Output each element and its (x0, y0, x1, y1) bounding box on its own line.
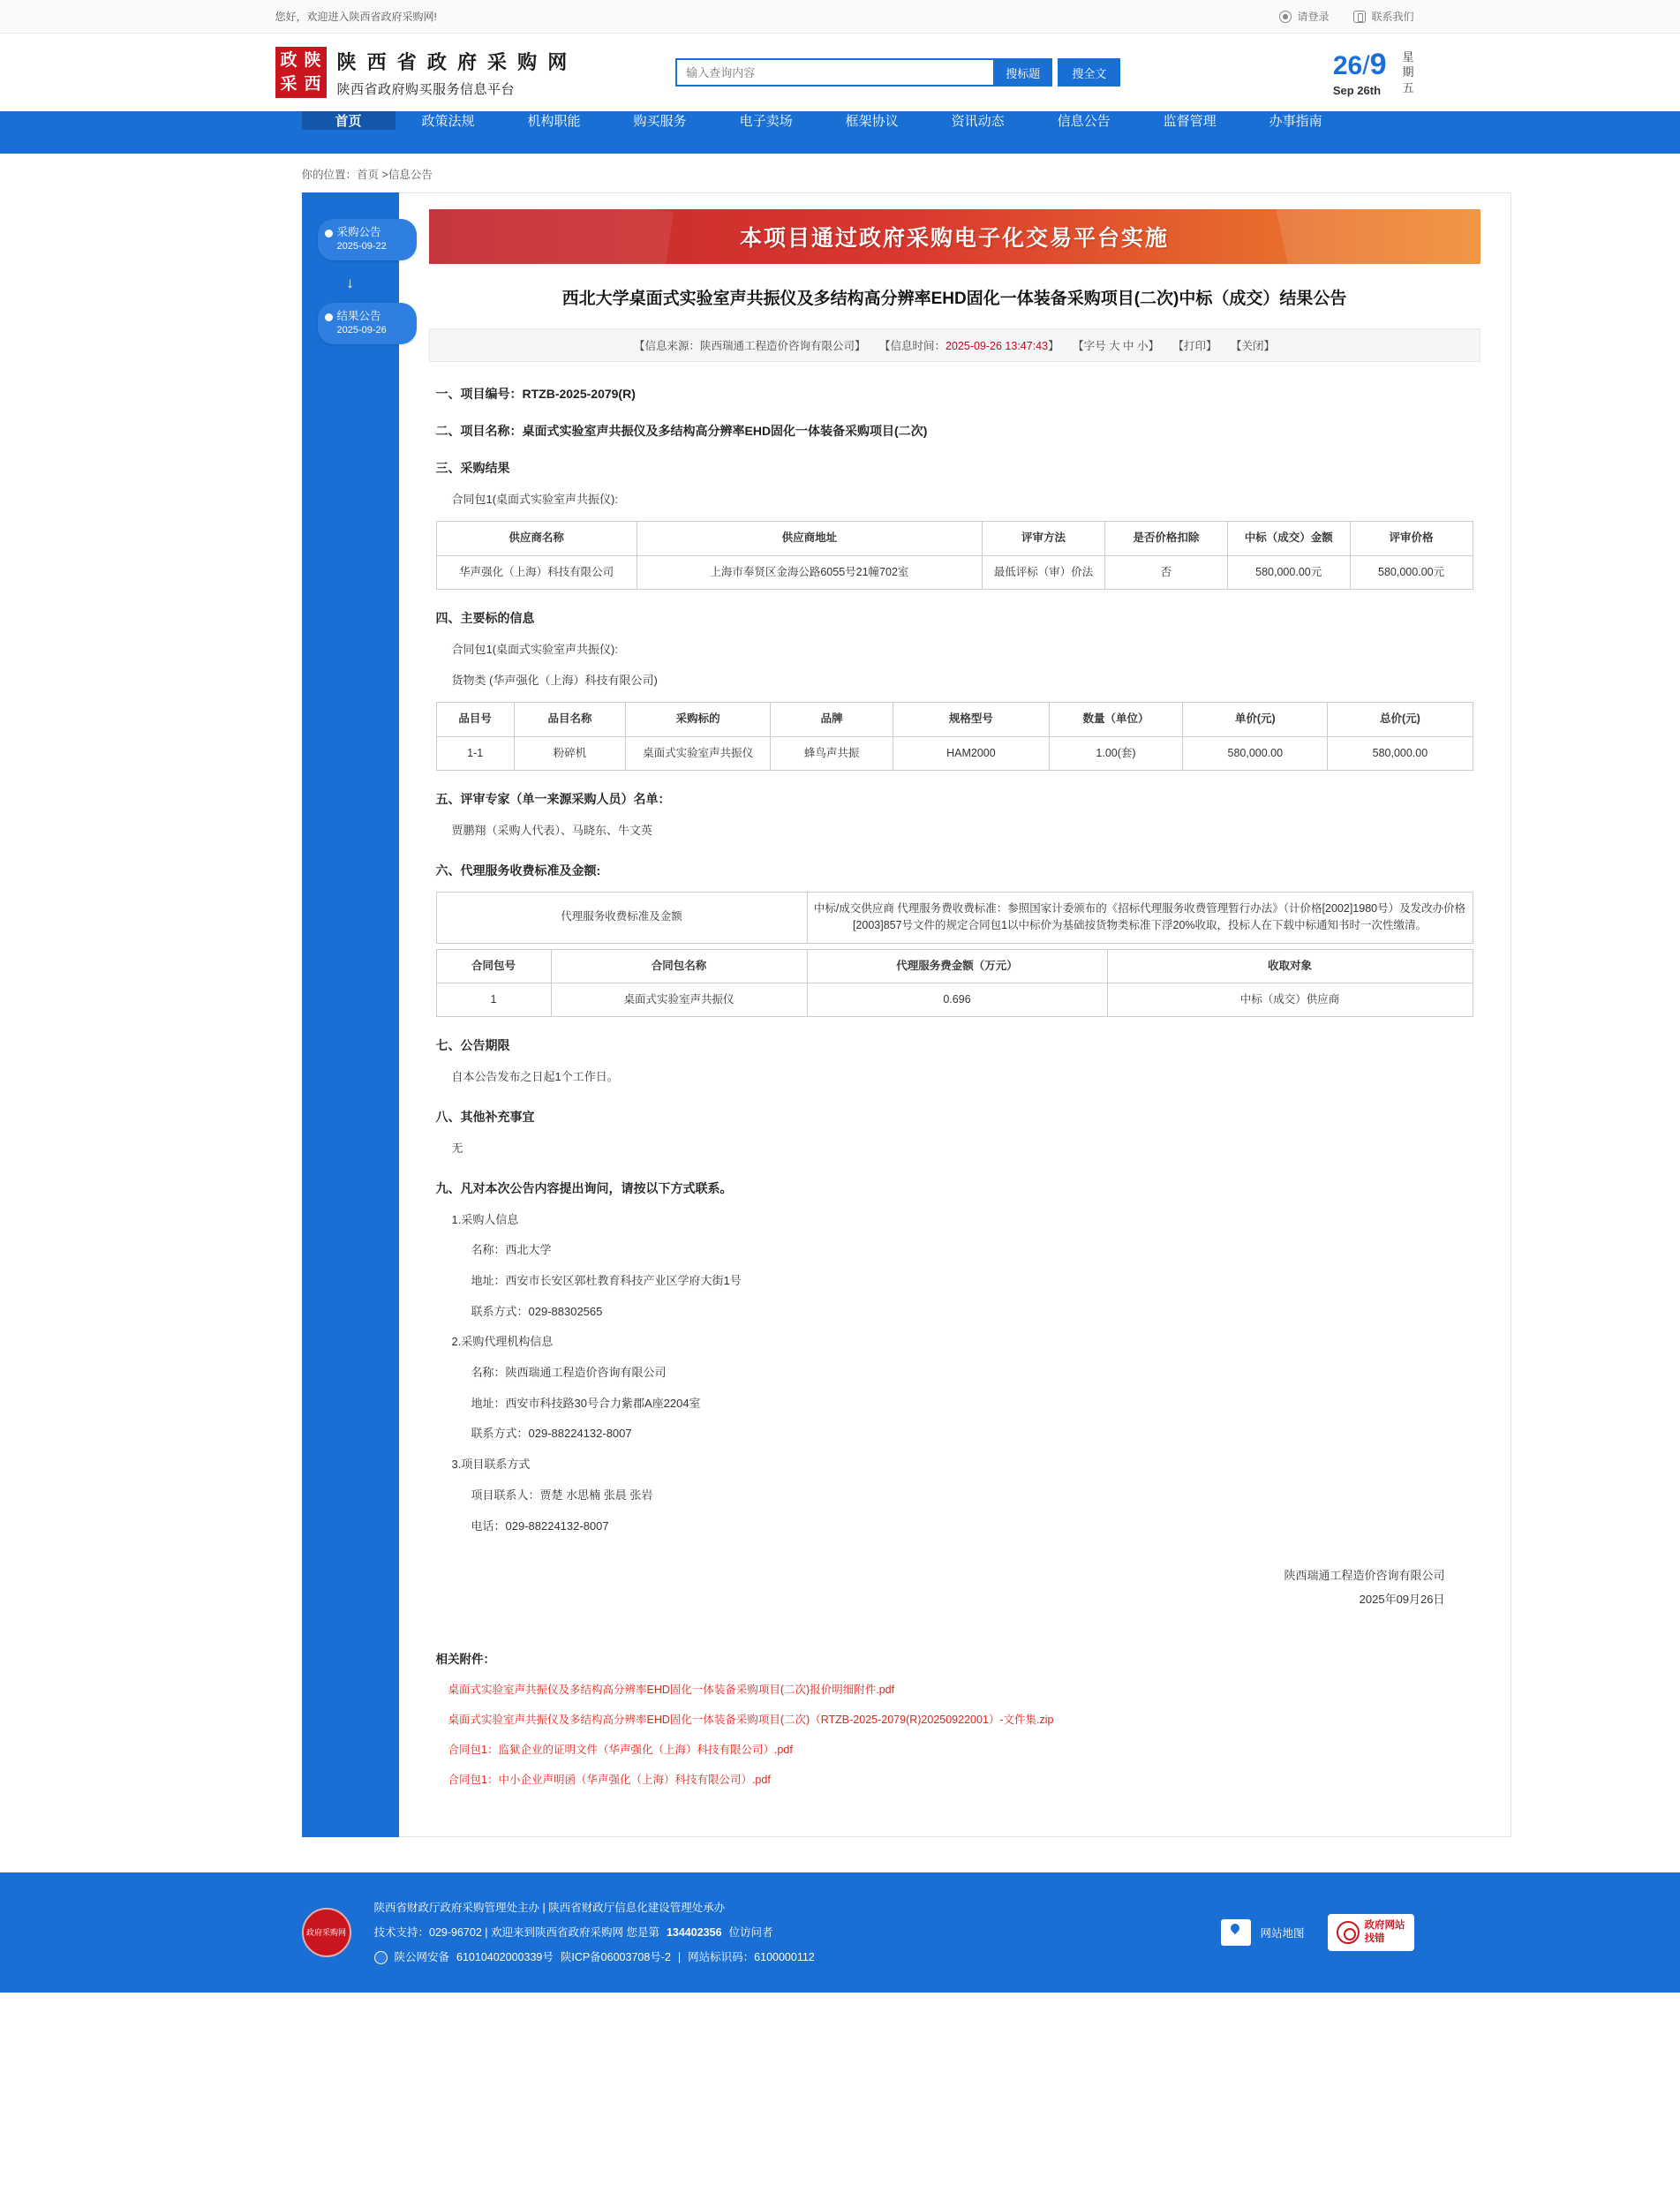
footer-support-text: 技术支持：029-96702 | 欢迎来到陕西省政府采购网 您是第 (373, 1925, 659, 1939)
section-contact: 九、凡对本次公告内容提出询问，请按以下方式联系。 (435, 1180, 733, 1195)
attachment-link[interactable]: 桌面式实验室声共振仪及多结构高分辨率EHD固化一体装备采购项目(二次)（RTZB-2025-2079(R)20250922001）-文件集.zip (448, 1713, 1054, 1726)
section-other-matters: 八、其他补充事宜 (435, 1109, 535, 1124)
date-day: 26 (1332, 51, 1363, 80)
breadcrumb (170, 154, 1511, 192)
td-package-no: 1 (436, 983, 551, 1016)
phone-icon (1353, 11, 1366, 23)
timeline-node-purchase-announcement[interactable] (318, 219, 417, 260)
page-title: 西北大学桌面式实验室声共振仪及多结构高分辨率EHD固化一体装备采购项目(二次)中标（成交）结果公告 (561, 290, 1347, 308)
result-package-label: 合同包1(桌面式实验室声共振仪): (451, 492, 619, 506)
nav-item-emall[interactable]: 电子卖场 (739, 114, 793, 129)
search-input[interactable] (675, 58, 993, 87)
agency-fee-table (436, 892, 1473, 944)
document-panel (399, 192, 1511, 1837)
footer-line-records: 陕公网安备 61010402000339号 陕ICP备06003708号-2 | 网站标识码：6100000112 (374, 1945, 815, 1970)
section-result: 三、采购结果 (435, 460, 510, 475)
th-fee-payer: 收取对象 (1107, 949, 1473, 983)
platform-banner (429, 209, 1480, 264)
nav-item-guide[interactable]: 办事指南 (1269, 114, 1322, 129)
attachment-link[interactable]: 合同包1：中小企业声明函（华声强化（上海）科技有限公司）.pdf (448, 1773, 771, 1786)
user-icon (1279, 11, 1292, 23)
footer-icp[interactable]: 陕ICP备06003708号-2 (560, 1951, 671, 1964)
meta-time-end: 】 (1048, 339, 1059, 352)
gov-website-report-badge[interactable] (1328, 1914, 1414, 1951)
td-unit-price: 580,000.00 (1183, 736, 1328, 770)
footer-visitor-suffix: 位访问者 (728, 1925, 773, 1939)
site-footer (0, 1872, 1680, 1993)
footer-line-authority (374, 1895, 815, 1920)
logo-char-1: 政 (280, 49, 298, 70)
contact-agency-address: 地址：西安市科技路30号合力紫郡A座2204室 (471, 1396, 701, 1410)
search-title-button[interactable]: 搜标题 (993, 58, 1052, 87)
timeline-node-title: 结果公告 (336, 310, 381, 323)
td-supplier-name: 华声强化（上海）科技有限公司 (436, 555, 637, 589)
meta-time-value: 2025-09-26 13:47:43 (945, 339, 1049, 352)
meta-time-label: 【信息时间： (879, 339, 946, 352)
nav-item-supervision[interactable]: 监督管理 (1163, 114, 1217, 129)
th-supplier-name: 供应商名称 (436, 522, 637, 555)
contact-agency-head: 2.采购代理机构信息 (451, 1335, 554, 1349)
td-fee-amount: 0.696 (807, 983, 1107, 1016)
date-separator: / (1362, 51, 1370, 80)
logo-char-3: 采 (280, 73, 298, 94)
footer-authority-text: 陕西省财政厅政府采购管理处主办 | 陕西省财政厅信息化建设管理处承办 (373, 1901, 726, 1914)
login-link[interactable] (1279, 9, 1329, 24)
table-row (436, 736, 1473, 770)
td-review-method: 最低评标（审）价法 (983, 555, 1105, 589)
meta-source-value: 陕西瑞通工程造价咨询有限公司 (699, 339, 855, 352)
th-package-name: 合同包名称 (551, 949, 807, 983)
timeline-arrow-icon: ↓ (346, 275, 354, 292)
section-main-goods: 四、主要标的信息 (435, 610, 535, 625)
attachment-link[interactable]: 桌面式实验室声共振仪及多结构高分辨率EHD固化一体装备采购项目(二次)报价明细附件.pdf (448, 1683, 895, 1696)
date-display (1333, 48, 1414, 97)
td-award-amount: 580,000.00元 (1227, 555, 1350, 589)
td-item-no: 1-1 (436, 736, 514, 770)
attachment-link[interactable]: 合同包1：监狱企业的证明文件（华声强化（上海）科技有限公司）.pdf (448, 1743, 793, 1756)
th-fee-amount: 代理服务费金额（万元） (807, 949, 1107, 983)
table-row (436, 555, 1473, 589)
site-map-label: 网站地图 (1260, 1926, 1305, 1940)
signature-date: 2025年09月26日 (1359, 1593, 1445, 1607)
goods-table (436, 702, 1473, 771)
map-icon (1221, 1919, 1251, 1946)
table-header-row (436, 522, 1473, 555)
breadcrumb-current: 信息公告 (388, 169, 433, 181)
footer-line-support (374, 1920, 815, 1945)
th-model: 规格型号 (893, 703, 1050, 736)
other-matters-body: 无 (451, 1141, 463, 1155)
contact-label: 联系我们 (1371, 11, 1414, 23)
contact-purchaser-name: 名称：西北大学 (471, 1243, 552, 1257)
site-name: 陕 西 省 政 府 采 购 网 (336, 50, 570, 73)
th-unit-price: 单价(元) (1183, 703, 1328, 736)
breadcrumb-separator: > (381, 169, 388, 181)
nav-item-policy[interactable]: 政策法规 (421, 114, 475, 129)
th-award-amount: 中标（成交）金额 (1227, 522, 1350, 555)
timeline-node-date: 2025-09-22 (336, 241, 387, 252)
main-nav (0, 111, 1680, 154)
site-subtitle: 陕西省政府购买服务信息平台 (336, 81, 516, 97)
close-button[interactable]: 【关闭】 (1231, 339, 1276, 352)
search-area (675, 58, 1120, 87)
td-procurement-target: 桌面式实验室声共振仪 (626, 736, 771, 770)
td-fee-description: 中标/成交供应商 代理服务费收费标准：参照国家计委颁布的《招标代理服务收费管理暂行办法》（计价格[2002]1980号）及发改办价格[2003]857号文件的规定合同包1以中标价为基础按货物类标准下浮20%收取，投标人在下载中标通知书时一次性缴清。 (807, 892, 1473, 943)
td-supplier-address: 上海市奉贤区金海公路6055号21幢702室 (637, 555, 982, 589)
logo-mark-icon (275, 47, 327, 98)
font-size-control[interactable]: 【字号 大 中 小】 (1073, 339, 1160, 352)
contact-project-tel: 电话：029-88224132-8007 (471, 1518, 609, 1533)
timeline-node-title: 采购公告 (336, 226, 381, 238)
footer-police-label[interactable]: 陕公网安备 (394, 1951, 450, 1964)
footer-police-code[interactable]: 61010402000339号 (456, 1951, 554, 1964)
site-header (0, 34, 1680, 111)
print-button[interactable]: 【打印】 (1172, 339, 1217, 352)
table-header-row (436, 949, 1473, 983)
th-supplier-address: 供应商地址 (637, 522, 982, 555)
contact-project-head: 3.项目联系方式 (451, 1458, 531, 1472)
agency-fee-detail-table (436, 949, 1473, 1018)
experts-list: 贾鹏翔（采购人代表）、马晓东、牛文英 (451, 824, 653, 838)
th-item-no: 品目号 (436, 703, 514, 736)
signature-org: 陕西瑞通工程造价咨询有限公司 (1284, 1569, 1445, 1583)
th-brand: 品牌 (771, 703, 893, 736)
weekday-label: 星 期 五 (1402, 49, 1414, 94)
top-bar (0, 0, 1680, 34)
document-meta-bar (429, 328, 1480, 362)
section-announcement-period: 七、公告期限 (435, 1038, 510, 1053)
logo-char-2: 陕 (304, 49, 321, 70)
site-logo[interactable] (275, 47, 570, 98)
nav-item-news[interactable]: 资讯动态 (951, 114, 1005, 129)
timeline-node-result-announcement[interactable] (318, 303, 417, 344)
th-price-deduction: 是否价格扣除 (1104, 522, 1227, 555)
td-fee-payer: 中标（成交）供应商 (1107, 983, 1473, 1016)
nav-item-purchase-service[interactable]: 购买服务 (633, 114, 687, 129)
footer-visitor-count: 134402356 (666, 1925, 722, 1939)
td-fee-label: 代理服务收费标准及金额 (436, 892, 807, 943)
contact-purchaser-address: 地址：西安市长安区郭杜教育科技产业区学府大街1号 (471, 1274, 742, 1287)
td-item-name: 粉碎机 (514, 736, 625, 770)
date-english: Sep 26th (1332, 84, 1382, 97)
date-month: 9 (1369, 48, 1387, 81)
th-review-price: 评审价格 (1350, 522, 1473, 555)
table-row (436, 983, 1473, 1016)
td-quantity: 1.00(套) (1049, 736, 1182, 770)
gov-badge-line2: 找错 (1364, 1933, 1385, 1944)
th-procurement-target: 采购标的 (626, 703, 771, 736)
goods-package-label: 合同包1(桌面式实验室声共振仪): (451, 642, 619, 656)
section-agency-fee: 六、代理服务收费标准及金额: (435, 863, 601, 878)
table-header-row (436, 703, 1473, 736)
contact-purchaser-tel: 联系方式：029-88302565 (471, 1304, 603, 1318)
site-map-link[interactable] (1221, 1919, 1304, 1946)
seal-icon: 政府采购网 (302, 1908, 351, 1957)
th-review-method: 评审方法 (983, 522, 1105, 555)
contact-agency-tel: 联系方式：029-88224132-8007 (471, 1427, 632, 1441)
police-badge-icon (374, 1951, 388, 1964)
nav-item-home[interactable]: 首页 (302, 111, 396, 130)
section-experts: 五、评审专家（单一来源采购人员）名单： (435, 792, 671, 807)
meta-source-label: 【信息来源： (633, 339, 700, 352)
breadcrumb-home[interactable]: 首页 (357, 169, 380, 181)
contact-agency-name: 名称：陕西瑞通工程造价咨询有限公司 (471, 1366, 667, 1380)
meta-source-end: 】 (855, 339, 866, 352)
goods-category-label: 货物类 (华声强化（上海）科技有限公司) (451, 673, 658, 687)
welcome-text: 您好，欢迎进入陕西省政府采购网! (275, 11, 437, 23)
login-label: 请登录 (1297, 11, 1330, 23)
table-row (436, 892, 1473, 943)
td-model: HAM2000 (893, 736, 1050, 770)
contact-purchaser-head: 1.采购人信息 (451, 1212, 519, 1226)
th-item-name: 品目名称 (514, 703, 625, 736)
result-table (436, 521, 1473, 590)
nav-item-announcements[interactable]: 信息公告 (1057, 114, 1111, 129)
footer-site-code: 网站标识码：6100000112 (688, 1951, 815, 1964)
td-review-price: 580,000.00元 (1350, 555, 1473, 589)
progress-timeline (302, 192, 399, 1837)
logo-char-4: 西 (304, 73, 321, 94)
section-project-name: 二、项目名称：桌面式实验室声共振仪及多结构高分辨率EHD固化一体装备采购项目(二次) (435, 423, 928, 438)
section-project-number: 一、项目编号：RTZB-2025-2079(R) (435, 386, 636, 401)
nav-item-framework[interactable]: 框架协议 (845, 114, 899, 129)
th-total-price: 总价(元) (1328, 703, 1473, 736)
banner-text: 本项目通过政府采购电子化交易平台实施 (739, 226, 1169, 251)
gov-badge-line1: 政府网站 (1364, 1920, 1405, 1932)
search-fulltext-button[interactable]: 搜全文 (1058, 58, 1120, 87)
signature-block (429, 1563, 1445, 1612)
td-total-price: 580,000.00 (1328, 736, 1473, 770)
contact-project-person: 项目联系人：贾楚 水思楠 张晨 张岩 (471, 1488, 653, 1502)
td-brand: 蜂鸟声共振 (771, 736, 893, 770)
attachments-heading: 相关附件： (435, 1652, 495, 1666)
announcement-period-body: 自本公告发布之日起1个工作日。 (451, 1070, 619, 1084)
timeline-node-date: 2025-09-26 (336, 325, 387, 336)
main-content-area (170, 192, 1511, 1837)
td-price-deduction: 否 (1104, 555, 1227, 589)
td-package-name: 桌面式实验室声共振仪 (551, 983, 807, 1016)
nav-item-functions[interactable]: 机构职能 (527, 114, 581, 129)
contact-link[interactable] (1353, 9, 1413, 24)
th-package-no: 合同包号 (436, 949, 551, 983)
th-quantity: 数量（单位） (1049, 703, 1182, 736)
breadcrumb-prefix: 你的位置： (301, 169, 358, 181)
magnifier-icon (1337, 1921, 1360, 1944)
